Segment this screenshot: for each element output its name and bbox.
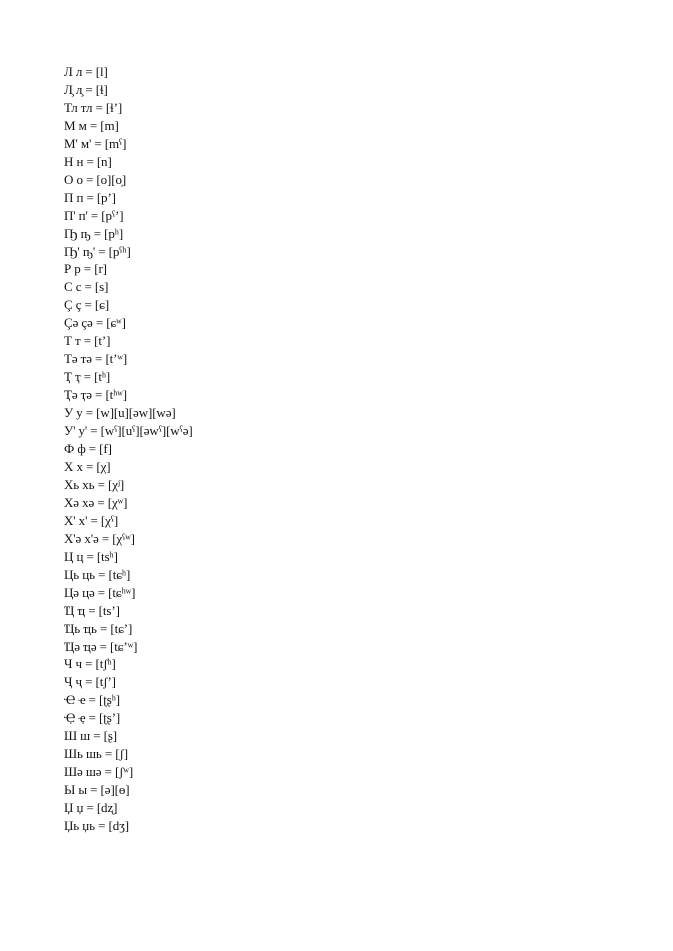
list-item: М' м' = [mˤ]: [64, 135, 127, 151]
list-item: Ҷ ҷ = [tʃ’]: [64, 674, 116, 690]
alphabet-list: [64, 63, 193, 835]
list-item: Ҭ ҭ = [tʰ]: [64, 369, 111, 385]
list-item: Ç ç = [ɕ]: [64, 297, 110, 313]
list-item: Ҽ ҽ = [ʈʂʰ]: [64, 692, 121, 708]
list-item: Тл тл = [ɬ’]: [64, 99, 123, 115]
list-item: П' п' = [pˤ’]: [64, 207, 124, 223]
list-item: Л л = [l]: [64, 64, 108, 79]
list-item: Шə шə = [ʃʷ]: [64, 764, 134, 780]
list-item: О о = [o][o̜]: [64, 171, 127, 187]
list-item: Х х = [χ]: [64, 458, 111, 474]
list-item: Р р = [r]: [64, 261, 107, 277]
list-item: У' у' = [wˤ][uˤ][əwˤ][wˤə]: [64, 423, 193, 439]
list-item: Х'ə х'ə = [χˤʷ]: [64, 530, 135, 546]
list-item: Шь шь = [ʃ]: [64, 746, 128, 762]
list-item: С с = [s]: [64, 279, 109, 295]
list-item: Цə цə = [tɕʰʷ]: [64, 584, 136, 600]
list-item: Ҵ ҵ = [ts’]: [64, 602, 120, 618]
list-item: Ҭə ҭə = [tʰʷ]: [64, 387, 127, 403]
list-item: Ҵə ҵə = [tɕ’ʷ]: [64, 638, 138, 654]
list-item: У у = [w][u][əw][wə]: [64, 405, 176, 421]
list-item: Џ џ = [dʐ]: [64, 800, 118, 816]
list-item: Ҧ' ҧ' = [pˤʰ]: [64, 243, 131, 259]
list-item: Џь џь = [dʒ]: [64, 818, 130, 834]
list-item: Л̧ л̧ = [ɬ]: [64, 81, 108, 97]
list-item: Ҿ ҿ = [ʈʂ’]: [64, 710, 121, 726]
list-item: Н н = [n]: [64, 153, 112, 169]
list-item: Ы ы = [ə][ɵ]: [64, 782, 130, 798]
list-item: Х' х' = [χˤ]: [64, 512, 119, 528]
list-item: Ҧ ҧ = [pʰ]: [64, 225, 124, 241]
list-item: П п = [p’]: [64, 189, 116, 205]
list-item: Ч ч = [tʃʰ]: [64, 656, 116, 672]
list-item: Хь хь = [χʲ]: [64, 476, 125, 492]
list-item: Ф ф = [f]: [64, 441, 112, 457]
list-item: Т т = [t’]: [64, 333, 111, 349]
list-item: М м = [m]: [64, 117, 119, 133]
list-item: Ць ць = [tɕʰ]: [64, 566, 131, 582]
list-item: Çə çə = [ɕʷ]: [64, 315, 126, 331]
list-item: Ц ц = [tsʰ]: [64, 548, 118, 564]
list-item: Хə хə = [χʷ]: [64, 494, 128, 510]
list-item: Тə тə = [t’ʷ]: [64, 351, 128, 367]
list-item: Ҵь ҵь = [tɕ’]: [64, 620, 133, 636]
list-item: Ш ш = [ʂ]: [64, 728, 118, 744]
